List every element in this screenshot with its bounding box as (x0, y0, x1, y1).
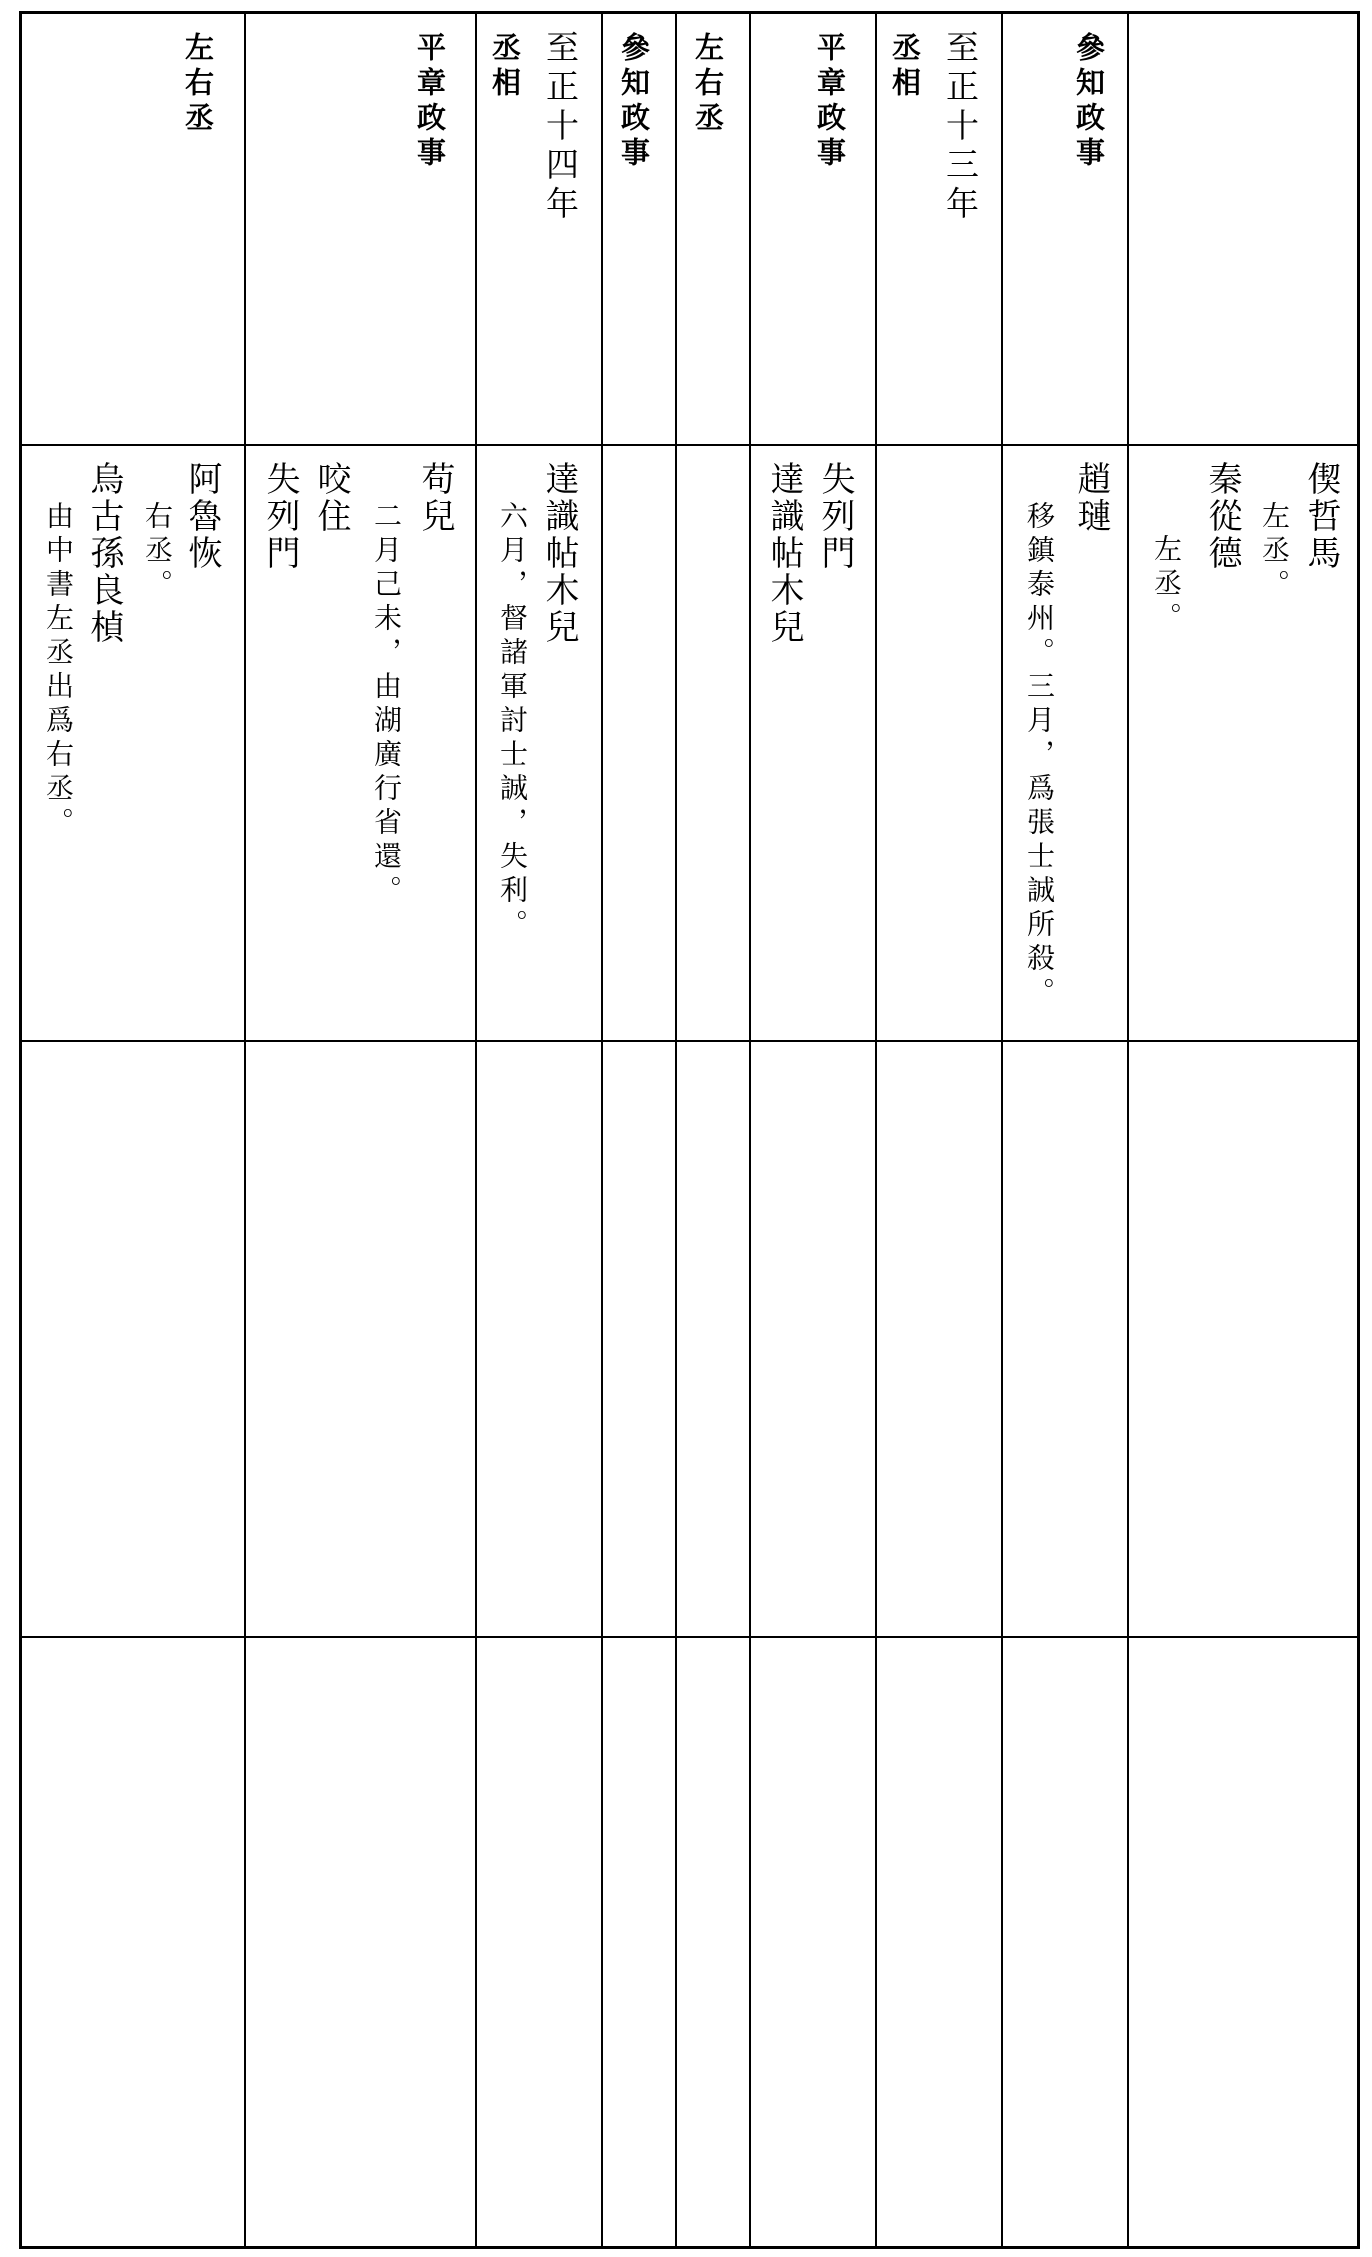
entry-name: 苟兒 (415, 461, 455, 535)
entry-name: 失列門 (815, 461, 855, 572)
entry-name: 阿魯恢 (182, 461, 222, 572)
entry-name: 咬住 (311, 461, 351, 535)
column-divider (1127, 14, 1129, 2246)
header-year-zhizheng-14: 至正十四年 (541, 30, 580, 225)
entry-name: 秦從德 (1202, 461, 1242, 572)
table-page (19, 11, 1360, 2249)
entry-name: 失列門 (260, 461, 300, 572)
entry-note: 移鎮泰州。三月，爲張士誠所殺。 (1023, 501, 1056, 1011)
column-divider (749, 14, 751, 2246)
header-pingzhang-zhengshi: 平章政事 (413, 32, 447, 172)
header-pingzhang-zhengshi: 平章政事 (813, 32, 847, 172)
column-divider (675, 14, 677, 2246)
entry-note: 六月，督諸軍討士誠，失利。 (496, 501, 529, 943)
entry-note: 左丞。 (1150, 534, 1183, 636)
header-left-right-vice-ministers: 左右丞 (691, 32, 725, 137)
column-divider (244, 14, 246, 2246)
entry-name: 達識帖木兒 (764, 461, 804, 646)
header-year-zhizheng-13: 至正十三年 (941, 30, 980, 225)
header-left-right-vice-ministers: 左右丞 (181, 32, 215, 137)
entry-note: 右丞。 (141, 501, 174, 603)
column-divider (875, 14, 877, 2246)
entry-note: 左丞。 (1258, 501, 1291, 603)
row-divider (22, 1040, 1357, 1042)
entry-name: 趙璉 (1071, 461, 1111, 535)
header-chancellor: 丞相 (488, 32, 522, 102)
column-divider (475, 14, 477, 2246)
column-divider (601, 14, 603, 2246)
entry-name: 達識帖木兒 (539, 461, 579, 646)
header-chancellor: 丞相 (888, 32, 922, 102)
row-divider (22, 1636, 1357, 1638)
entry-name: 烏古孫良楨 (84, 461, 124, 646)
entry-note: 二月己未，由湖廣行省還。 (370, 501, 403, 909)
entry-name: 偰哲馬 (1301, 461, 1341, 572)
header-canzhi-zhengshi: 參知政事 (1072, 32, 1106, 172)
entry-note: 由中書左丞出爲右丞。 (42, 501, 75, 841)
row-divider (22, 444, 1357, 446)
header-canzhi-zhengshi: 參知政事 (617, 32, 651, 172)
column-divider (1001, 14, 1003, 2246)
